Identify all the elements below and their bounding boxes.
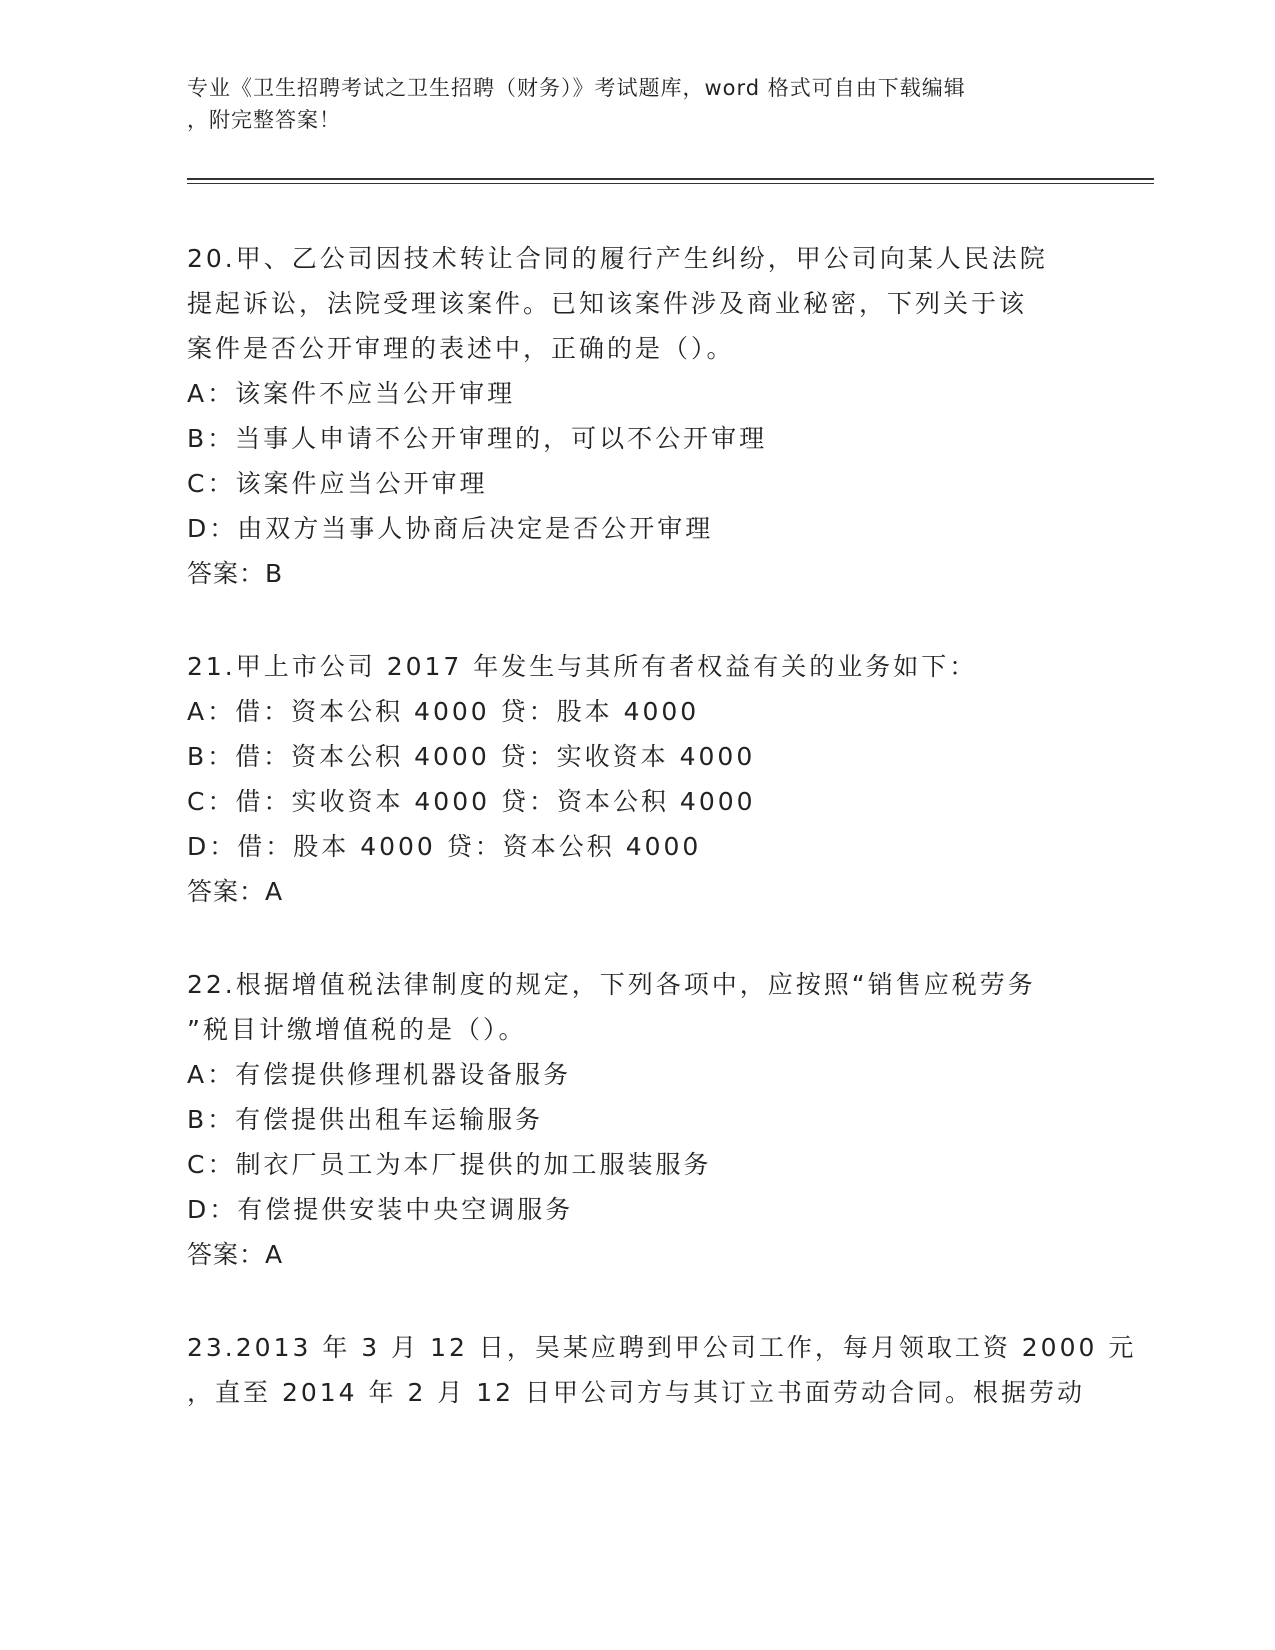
option-d: D：由双方当事人协商后决定是否公开审理 bbox=[187, 514, 714, 543]
header-line: 专业《卫生招聘考试之卫生招聘（财务）》考试题库，word 格式可自由下载编辑 bbox=[187, 76, 966, 100]
header-divider-thin bbox=[187, 183, 1154, 184]
question-21 bbox=[187, 644, 1147, 914]
option-c: C：借：实收资本 4000 贷：资本公积 4000 bbox=[187, 787, 756, 816]
option-b: B：有偿提供出租车运输服务 bbox=[187, 1105, 544, 1134]
question-stem-line: 20.甲、乙公司因技术转让合同的履行产生纠纷，甲公司向某人民法院 bbox=[187, 244, 1048, 273]
question-stem-line: 23.2013 年 3 月 12 日，吴某应聘到甲公司工作，每月领取工资 2000 元 bbox=[187, 1333, 1137, 1362]
option-c: C：制衣厂员工为本厂提供的加工服装服务 bbox=[187, 1150, 712, 1179]
question-list bbox=[187, 236, 1147, 1463]
question-stem-line: ，直至 2014 年 2 月 12 日甲公司方与其订立书面劳动合同。根据劳动 bbox=[187, 1378, 1086, 1407]
question-22 bbox=[187, 962, 1147, 1277]
page-header bbox=[187, 72, 1067, 136]
answer: 答案：A bbox=[187, 1240, 284, 1269]
answer: 答案：A bbox=[187, 877, 284, 906]
option-a: A：有偿提供修理机器设备服务 bbox=[187, 1060, 572, 1089]
header-divider-thick bbox=[187, 178, 1154, 180]
question-23 bbox=[187, 1325, 1147, 1415]
option-b: B：借：资本公积 4000 贷：实收资本 4000 bbox=[187, 742, 756, 771]
question-stem-line: 21.甲上市公司 2017 年发生与其所有者权益有关的业务如下： bbox=[187, 652, 978, 681]
question-stem-line: 提起诉讼，法院受理该案件。已知该案件涉及商业秘密，下列关于该 bbox=[187, 289, 1028, 318]
question-20 bbox=[187, 236, 1147, 596]
question-stem-line: ”税目计缴增值税的是（）。 bbox=[187, 1015, 527, 1044]
header-line: ，附完整答案！ bbox=[187, 108, 341, 132]
option-b: B：当事人申请不公开审理的，可以不公开审理 bbox=[187, 424, 768, 453]
question-stem-line: 22.根据增值税法律制度的规定，下列各项中，应按照“销售应税劳务 bbox=[187, 970, 1036, 999]
answer: 答案：B bbox=[187, 559, 284, 588]
option-a: A：该案件不应当公开审理 bbox=[187, 379, 516, 408]
question-stem-line: 案件是否公开审理的表述中，正确的是（）。 bbox=[187, 334, 735, 363]
option-d: D：借：股本 4000 贷：资本公积 4000 bbox=[187, 832, 702, 861]
option-c: C：该案件应当公开审理 bbox=[187, 469, 488, 498]
option-d: D：有偿提供安装中央空调服务 bbox=[187, 1195, 574, 1224]
option-a: A：借：资本公积 4000 贷：股本 4000 bbox=[187, 697, 700, 726]
